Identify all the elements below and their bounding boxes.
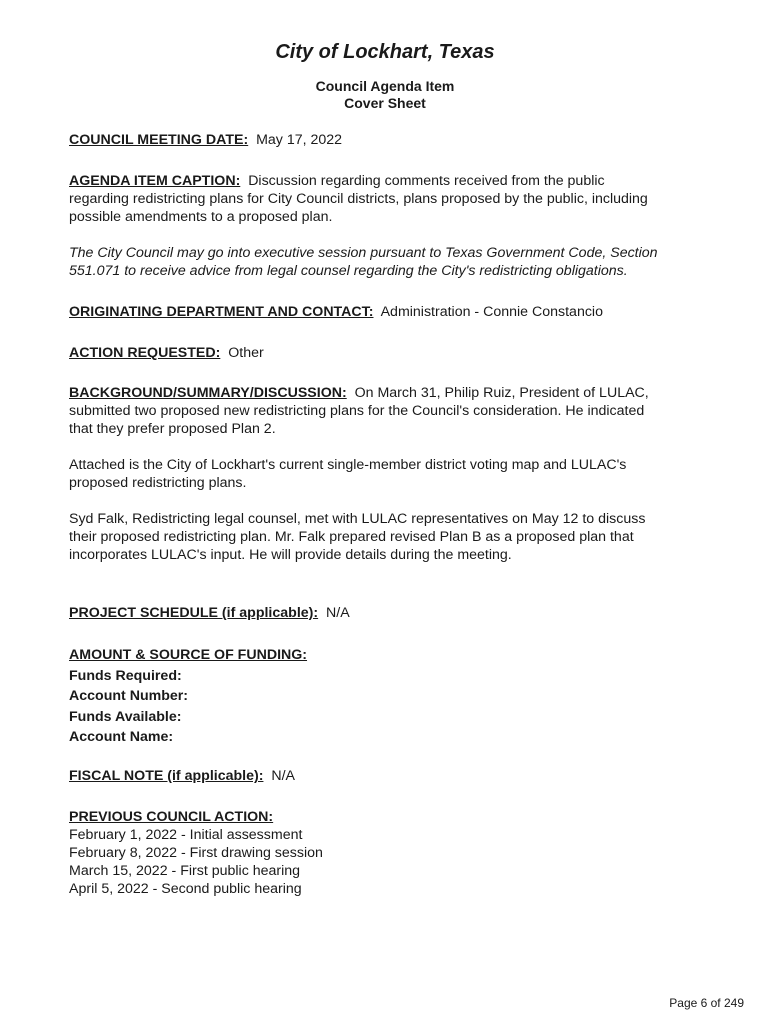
funds-required-label: Funds Required: xyxy=(69,667,182,684)
project-schedule-section xyxy=(69,604,709,622)
project-schedule-value: N/A xyxy=(326,605,350,621)
previous-action-section xyxy=(69,808,709,898)
background-para2-line-1: Attached is the City of Lockhart's current single-member district voting map and LULAC's xyxy=(69,457,627,473)
previous-action-item: February 8, 2022 - First drawing session xyxy=(69,845,323,861)
caption-label: AGENDA ITEM CAPTION: xyxy=(69,173,241,189)
fiscal-note-label: FISCAL NOTE (if applicable): xyxy=(69,768,264,784)
background-para3-line-3: incorporates LULAC's input. He will provide details during the meeting. xyxy=(69,547,512,563)
previous-action-item: February 1, 2022 - Initial assessment xyxy=(69,827,303,843)
originating-value: Administration - Connie Constancio xyxy=(380,304,603,320)
action-section xyxy=(69,344,709,362)
funding-section xyxy=(69,645,709,748)
caption-line-3: possible amendments to a proposed plan. xyxy=(69,209,333,225)
executive-session-line-2: 551.071 to receive advice from legal counsel regarding the City's redistricting obligations. xyxy=(69,263,628,279)
meeting-date-section xyxy=(69,131,709,149)
executive-session-note xyxy=(69,244,709,280)
page-title: City of Lockhart, Texas xyxy=(275,41,495,63)
executive-session-line-1: The City Council may go into executive session pursuant to Texas Government Code, Section xyxy=(69,245,658,261)
previous-action-item: March 15, 2022 - First public hearing xyxy=(69,863,301,879)
fiscal-note-section xyxy=(69,767,709,785)
caption-section xyxy=(69,172,709,226)
subtitle-line-2: Cover Sheet xyxy=(344,95,426,111)
account-number-label: Account Number: xyxy=(69,688,189,704)
background-label: BACKGROUND/SUMMARY/DISCUSSION: xyxy=(69,385,347,401)
account-name-label: Account Name: xyxy=(69,729,174,745)
action-value: Other xyxy=(228,345,264,361)
background-para3-line-2: their proposed redistricting plan. Mr. Falk prepared revised Plan B as a proposed plan that xyxy=(69,529,634,545)
background-para2-line-2: proposed redistricting plans. xyxy=(69,475,247,491)
funding-label: AMOUNT & SOURCE OF FUNDING: xyxy=(69,647,308,663)
background-para3-line-1: Syd Falk, Redistricting legal counsel, met with LULAC representatives on May 12 to discuss xyxy=(69,511,646,527)
background-line-1: On March 31, Philip Ruiz, President of LULAC, xyxy=(354,385,649,401)
action-label: ACTION REQUESTED: xyxy=(69,345,221,361)
background-line-3: that they prefer proposed Plan 2. xyxy=(69,421,276,437)
meeting-date-label: COUNCIL MEETING DATE: xyxy=(69,132,249,148)
originating-section xyxy=(69,303,709,321)
subtitle-line-1: Council Agenda Item xyxy=(315,78,455,94)
funds-available-label: Funds Available: xyxy=(69,708,182,725)
fiscal-note-value: N/A xyxy=(271,768,295,784)
project-schedule-label: PROJECT SCHEDULE (if applicable): xyxy=(69,605,319,621)
background-section xyxy=(69,384,709,438)
originating-label: ORIGINATING DEPARTMENT AND CONTACT: xyxy=(69,304,374,320)
previous-action-item: April 5, 2022 - Second public hearing xyxy=(69,881,302,897)
meeting-date-value: May 17, 2022 xyxy=(256,132,343,148)
caption-line-1: Discussion regarding comments received from the public xyxy=(248,173,605,189)
page-number: Page 6 of 249 xyxy=(669,996,744,1010)
background-paragraph-2 xyxy=(69,456,709,492)
previous-action-label: PREVIOUS COUNCIL ACTION: xyxy=(69,809,274,825)
caption-line-2: regarding redistricting plans for City Council districts, plans proposed by the public, including xyxy=(69,191,648,207)
background-line-2: submitted two proposed new redistricting plans for the Council's consideration. He indicated xyxy=(69,403,645,419)
background-paragraph-3 xyxy=(69,510,709,564)
